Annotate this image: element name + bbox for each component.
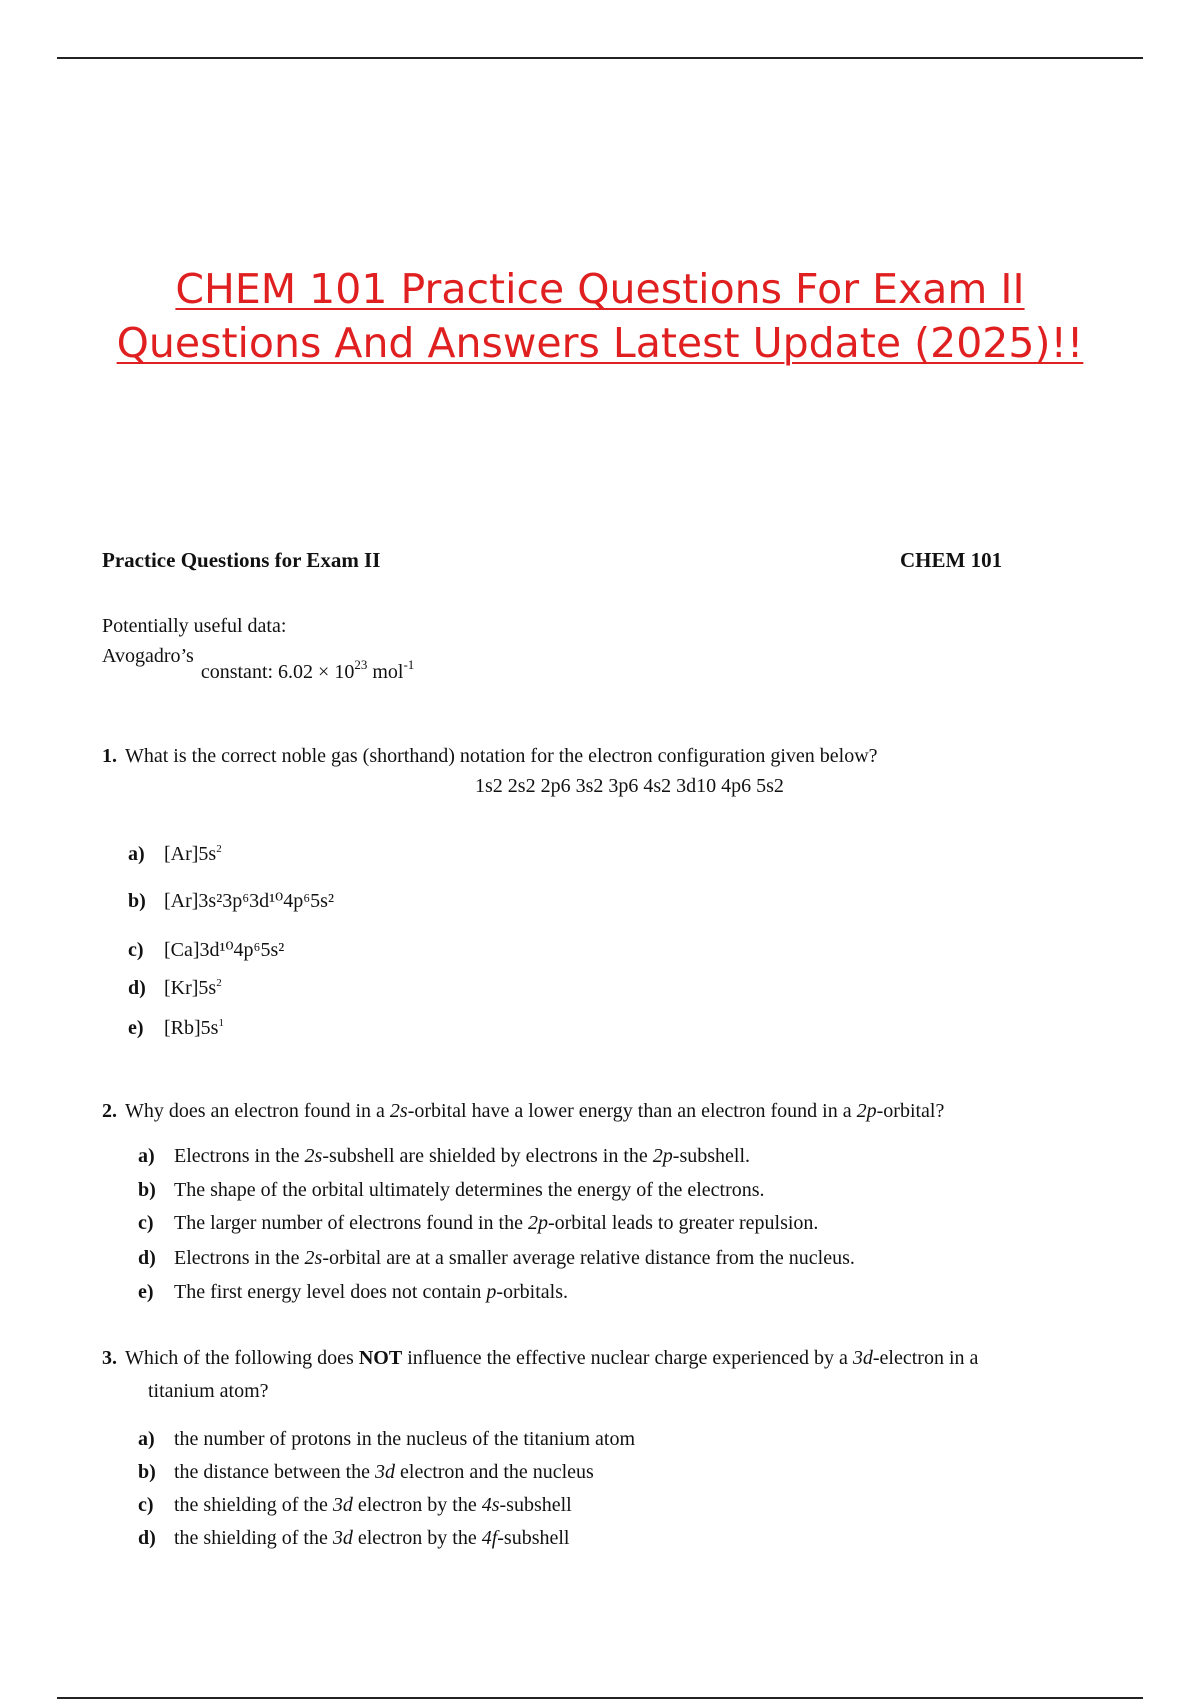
q2-option-e: e) The first energy level does not contain p-orbitals. xyxy=(138,1281,568,1303)
q1-option-b: b) [Ar]3s²3p⁶3d¹⁰4p⁶5s² xyxy=(128,890,334,912)
header-left: Practice Questions for Exam II xyxy=(102,548,381,572)
option-letter: a) xyxy=(138,1145,155,1167)
question-3-line-2: titanium atom? xyxy=(148,1380,269,1402)
option-letter: b) xyxy=(138,1179,156,1201)
option-letter: a) xyxy=(138,1428,155,1450)
q1-option-d: d) $[Kr]5s^2$ xyxy=(128,977,222,999)
option-letter: c) xyxy=(128,939,144,961)
option-letter: b) xyxy=(138,1461,156,1483)
electron-configuration: 1s2 2s2 2p6 3s2 3p6 4s2 3d10 4p6 5s2 xyxy=(475,775,784,797)
question-1 xyxy=(102,745,878,768)
option-letter: c) xyxy=(138,1494,154,1516)
avogadro-unit-exponent: -1 xyxy=(403,657,415,672)
title-line-1: CHEM 101 Practice Questions For Exam II xyxy=(175,265,1025,313)
document-title xyxy=(60,262,1140,370)
option-letter: d) xyxy=(128,977,146,999)
option-letter: c) xyxy=(138,1212,154,1234)
question-number: 1. xyxy=(102,745,117,767)
q3-option-d: d) the shielding of the 3d electron by the 4f-subshell xyxy=(138,1527,570,1549)
option-letter: b) xyxy=(128,890,146,912)
top-rule xyxy=(57,57,1143,59)
question-text: What is the correct noble gas (shorthand) notation for the electron configuration given below? xyxy=(125,745,878,767)
question-number: 2. xyxy=(102,1100,117,1122)
avogadro-constant: constant: 6.02 × 10 xyxy=(200,661,355,683)
q2-option-d: d) Electrons in the 2s-orbital are at a smaller average relative distance from the nucleus. xyxy=(138,1247,855,1269)
q3-option-c: c) the shielding of the 3d electron by the 4s-subshell xyxy=(138,1494,572,1516)
q2-option-a: a) Electrons in the 2s-subshell are shielded by electrons in the 2p-subshell. xyxy=(138,1145,751,1167)
question-3: 3. Which of the following does NOT influence the effective nuclear charge experienced by a 3d-electron in a xyxy=(102,1347,979,1369)
q3-option-a: a) the number of protons in the nucleus of the titanium atom xyxy=(138,1428,636,1450)
option-letter: e) xyxy=(138,1281,154,1303)
avogadro-exponent: 23 xyxy=(354,657,368,672)
bottom-rule xyxy=(57,1697,1143,1699)
title-line-2: Questions And Answers Latest Update (2025)!! xyxy=(116,319,1084,367)
q1-option-c: c) [Ca]3d¹⁰4p⁶5s² xyxy=(128,939,285,961)
header-right: CHEM 101 xyxy=(900,548,1003,572)
question-2: 2. Why does an electron found in a 2s-orbital have a lower energy than an electron found in a 2p-orbital? xyxy=(102,1100,945,1122)
q2-option-b: b) The shape of the orbital ultimately determines the energy of the electrons. xyxy=(138,1179,765,1201)
option-letter: d) xyxy=(138,1247,156,1269)
avogadro-unit: mol xyxy=(367,661,404,683)
option-letter: d) xyxy=(138,1527,156,1549)
option-letter: e) xyxy=(128,1017,144,1039)
q3-option-b: b) the distance between the 3d electron and the nucleus xyxy=(138,1461,594,1483)
q1-option-e: e) $[Rb]5s^1$ xyxy=(128,1017,224,1039)
avogadro-prefix: Avogadro’s xyxy=(102,645,194,667)
question-number: 3. xyxy=(102,1347,117,1369)
q1-option-a: a) $[Ar]5s^2$ xyxy=(128,843,222,865)
q2-option-c: c) The larger number of electrons found in the 2p-orbital leads to greater repulsion. xyxy=(138,1212,819,1234)
option-letter: a) xyxy=(128,843,145,865)
data-label: Potentially useful data: xyxy=(102,615,287,637)
